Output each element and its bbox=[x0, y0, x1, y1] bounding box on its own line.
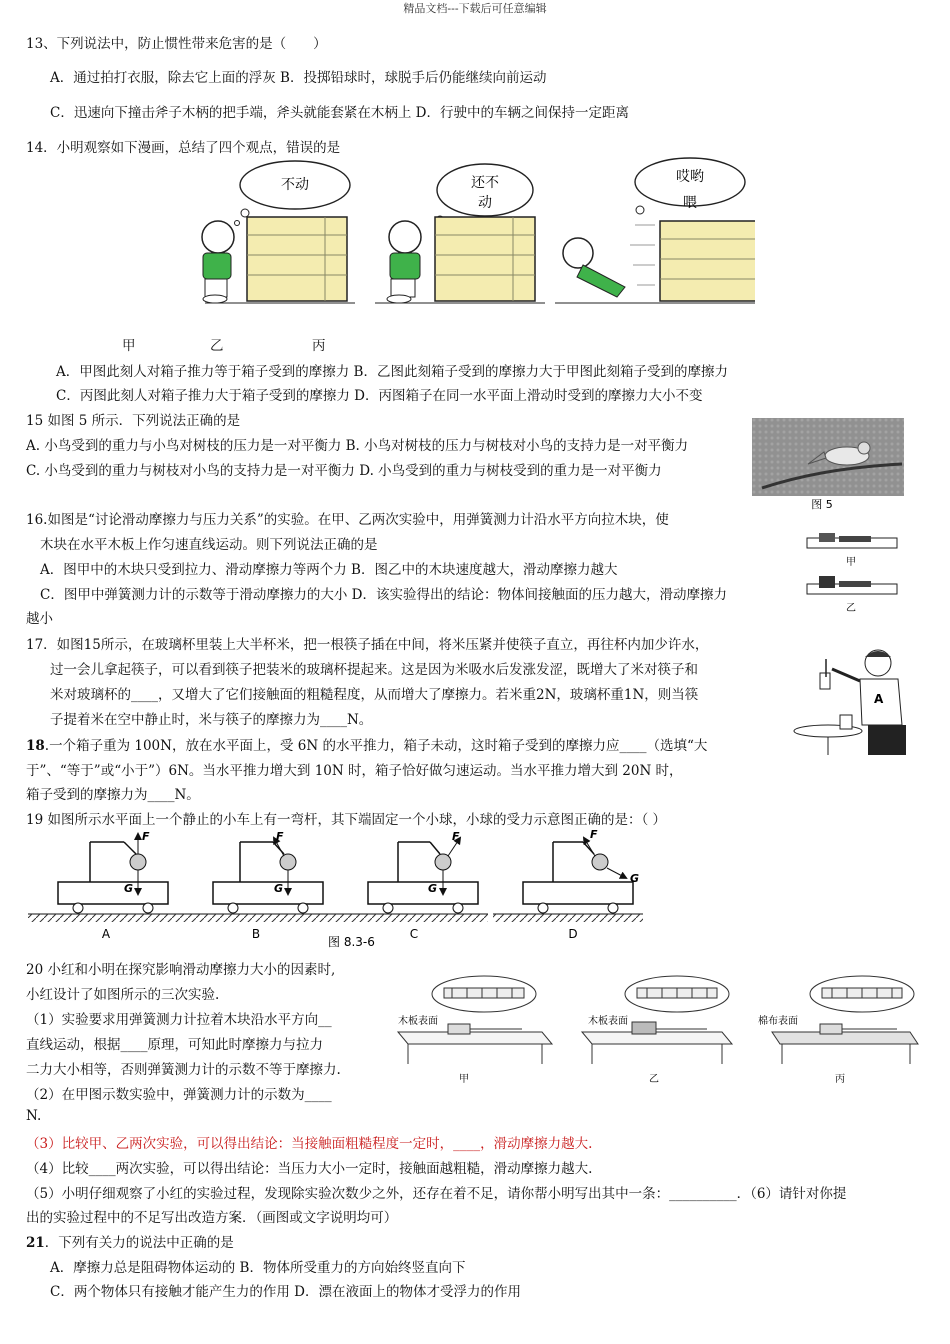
q15-bird-photo bbox=[752, 418, 904, 512]
q19-b-f: F bbox=[276, 830, 284, 843]
q19-cart-c bbox=[338, 830, 488, 941]
q16-line1: 16.如图是“讨论滑动摩擦力与压力关系”的实验。在甲、乙两次实验中，用弹簧测力计沿水平方向拉木块，使 bbox=[26, 512, 669, 528]
q19-a-g: G bbox=[124, 882, 134, 895]
panel-jia bbox=[202, 217, 355, 303]
q17-line3: 米对玻璃杯的____，又增大了它们接触面的粗糙程度，从而增大了摩擦力。若米重2N，玻璃杯重1N，则当筷 bbox=[50, 687, 699, 703]
q20-label-jia: 甲 bbox=[459, 1074, 469, 1085]
q20-label-bing: 丙 bbox=[835, 1074, 845, 1085]
bubble-2-text-b: 动 bbox=[478, 195, 492, 211]
q20-line4: 直线运动，根据____原理，可知此时摩擦力与拉力 bbox=[26, 1037, 323, 1053]
panel-yi bbox=[375, 217, 545, 303]
q20-line7: N. bbox=[26, 1108, 42, 1124]
q14-stem: 14．小明观察如下漫画，总结了四个观点，错误的是 bbox=[26, 140, 341, 156]
q19-cart-b bbox=[188, 830, 375, 948]
page-header: 精品文档---下载后可任意编辑 bbox=[403, 2, 547, 15]
q15-options-ab: A. 小鸟受到的重力与小鸟对树枝的压力是一对平衡力 B. 小鸟对树枝的压力与树枝对小鸟的支持力是一对平衡力 bbox=[26, 438, 689, 454]
q18-line1-text: .一个箱子重为 100N，放在水平面上，受 6N 的水平推力，箱子未动，这时箱子受到的摩擦力应____（选填“大 bbox=[44, 738, 708, 754]
q19-stem: 19 如图所示水平面上一个静止的小车上有一弯杆，其下端固定一个小球，小球的受力示意图正确的是：（ ） bbox=[26, 812, 667, 828]
q19-opt-b: B bbox=[251, 927, 261, 941]
q20-gauge-3 bbox=[810, 976, 914, 1012]
q20-line10: （5）小明仔细观察了小红的实验过程，发现除实验次数少之外，还存在着不足，请你帮小明写出其中一条：__________．（6）请针对你提 bbox=[26, 1186, 847, 1202]
q13-options-cd: C．迅速向下撞击斧子木柄的把手端，斧头就能套紧在木柄上 D．行驶中的车辆之间保持一定距离 bbox=[50, 105, 629, 121]
q18-line1 bbox=[26, 734, 707, 754]
q17-line4: 子提着米在空中静止时，米与筷子的摩擦力为____N。 bbox=[50, 712, 373, 728]
q21-stem bbox=[26, 1231, 234, 1251]
q16-options-cd-cont: 越小 bbox=[26, 611, 53, 627]
q16-options-cd: C．图甲中弹簧测力计的示数等于滑动摩擦力的大小 D．该实验得出的结论：物体间接触面的压力越大，滑动摩擦力 bbox=[40, 587, 727, 603]
q21-options-cd: C．两个物体只有接触才能产生力的作用 D．漂在液面上的物体才受浮力的作用 bbox=[50, 1284, 521, 1300]
q19-b-g: G bbox=[274, 882, 284, 895]
q19-a-f: F bbox=[142, 830, 150, 843]
q20-line3: （1）实验要求用弹簧测力计拉着木块沿水平方向__ bbox=[26, 1012, 332, 1028]
q15-fig-label: 图 5 bbox=[811, 498, 833, 511]
q19-fig-label: 图 8.3-6 bbox=[328, 935, 375, 948]
q17-line1: 17．如图15所示，在玻璃杯里装上大半杯米，把一根筷子插在中间，将米压紧并使筷子直立，再往杯内加少许水， bbox=[26, 637, 709, 653]
q18-number: 18 bbox=[26, 738, 45, 754]
q16-label-yi: 乙 bbox=[846, 603, 856, 614]
q20-surface2: 木板表面 bbox=[588, 1016, 628, 1027]
q19-c-g: G bbox=[428, 882, 438, 895]
q19-opt-c: C bbox=[409, 927, 419, 941]
bubble-2-text-a: 还不 bbox=[471, 175, 499, 191]
q14-label-bing: 丙 bbox=[312, 338, 326, 354]
q20-line5: 二力大小相等，否则弹簧测力计的示数不等于摩擦力. bbox=[26, 1062, 341, 1078]
q15-options-cd: C. 小鸟受到的重力与树枝对小鸟的支持力是一对平衡力 D. 小鸟受到的重力与树枝受到的重力是一对平衡力 bbox=[26, 463, 662, 479]
q20-table-yi bbox=[582, 1022, 732, 1085]
q20-table-jia bbox=[398, 1024, 552, 1085]
q14-options-ab: A．甲图此刻人对箱子推力等于箱子受到的摩擦力 B．乙图此刻箱子受到的摩擦力大于甲图此刻箱子受到的摩擦力 bbox=[56, 364, 728, 380]
q19-cart-a bbox=[28, 830, 188, 941]
q20-label-yi: 乙 bbox=[649, 1074, 659, 1085]
q19-opt-d: D bbox=[568, 927, 578, 941]
q20-line2: 小红设计了如图所示的三次实验. bbox=[26, 987, 220, 1003]
q20-gauge-2 bbox=[625, 976, 729, 1012]
q20-line1: 20 小红和小明在探究影响滑动摩擦力大小的因素时, bbox=[26, 962, 336, 978]
bubble-3-text-b: 喂 bbox=[683, 195, 697, 211]
q16-options-ab: A．图甲中的木块只受到拉力、滑动摩擦力等两个力 B．图乙中的木块速度越大，滑动摩擦力越大 bbox=[40, 562, 618, 578]
q16-label-jia: 甲 bbox=[846, 557, 856, 568]
q19-c-f: F bbox=[452, 830, 460, 843]
q14-cartoon bbox=[185, 155, 755, 310]
q14-label-jia: 甲 bbox=[122, 338, 136, 354]
bubble-1-text: 不动 bbox=[281, 177, 309, 193]
q13-options-ab: A．通过拍打衣服，除去它上面的浮灰 B．投掷铅球时，球脱手后仍能继续向前运动 bbox=[50, 70, 547, 86]
q21-options-ab: A．摩擦力总是阻碍物体运动的 B．物体所受重力的方向始终竖直向下 bbox=[50, 1260, 466, 1276]
q15-stem: 15 如图 5 所示．下列说法正确的是 bbox=[26, 413, 241, 429]
q20-line9: （4）比较____两次实验，可以得出结论：当压力大小一定时，接触面越粗糙，滑动摩擦力越大. bbox=[26, 1161, 593, 1177]
q20-table-bing bbox=[772, 1024, 918, 1085]
q16-figure bbox=[805, 528, 905, 616]
q20-line6: （2）在甲图示数实验中，弹簧测力计的示数为____ bbox=[26, 1087, 332, 1103]
q18-line3: 箱子受到的摩擦力为____N。 bbox=[26, 787, 200, 803]
q20-line11: 出的实验过程中的不足写出改造方案．（画图或文字说明均可） bbox=[26, 1210, 398, 1226]
q20-gauge-1 bbox=[432, 976, 536, 1012]
q16-line2: 木块在水平木板上作匀速直线运动。则下列说法正确的是 bbox=[40, 537, 378, 553]
q20-line8: （3）比较甲、乙两次实验，可以得出结论：当接触面粗糙程度一定时，____，滑动摩擦力越大. bbox=[26, 1136, 593, 1152]
panel-bing bbox=[555, 221, 755, 303]
q19-d-g: G bbox=[630, 872, 640, 885]
q19-d-f: F bbox=[590, 830, 598, 841]
svg-text:A: A bbox=[874, 692, 884, 706]
q19-cart-d bbox=[493, 830, 643, 941]
q17-boy-figure bbox=[790, 645, 920, 757]
bubble-3-text-a: 哎哟 bbox=[676, 169, 704, 185]
q13-stem: 13、下列说法中，防止惯性带来危害的是（ ） bbox=[26, 36, 327, 52]
q19-figure bbox=[28, 830, 668, 948]
q20-figure bbox=[392, 972, 922, 1090]
q21-number: 21 bbox=[26, 1235, 45, 1251]
q20-surface1: 木板表面 bbox=[398, 1016, 438, 1027]
q19-opt-a: A bbox=[101, 927, 111, 941]
q14-options-cd: C．丙图此刻人对箱子推力大于箱子受到的摩擦力 D．丙图箱子在同一水平面上滑动时受到的摩擦力大小不变 bbox=[56, 388, 703, 404]
q20-surface3: 棉布表面 bbox=[758, 1016, 798, 1027]
q18-line2: 于”、“等于”或“小于”）6N。当水平推力增大到 10N 时，箱子恰好做匀速运动。当水平推力增大到 20N 时， bbox=[26, 763, 683, 779]
q14-label-yi: 乙 bbox=[210, 338, 224, 354]
q21-stem-text: ．下列有关力的说法中正确的是 bbox=[44, 1235, 234, 1251]
q17-line2: 过一会儿拿起筷子，可以看到筷子把装米的玻璃杯提起来。这是因为米吸水后发涨发涩，既增大了米对筷子和 bbox=[50, 662, 698, 678]
